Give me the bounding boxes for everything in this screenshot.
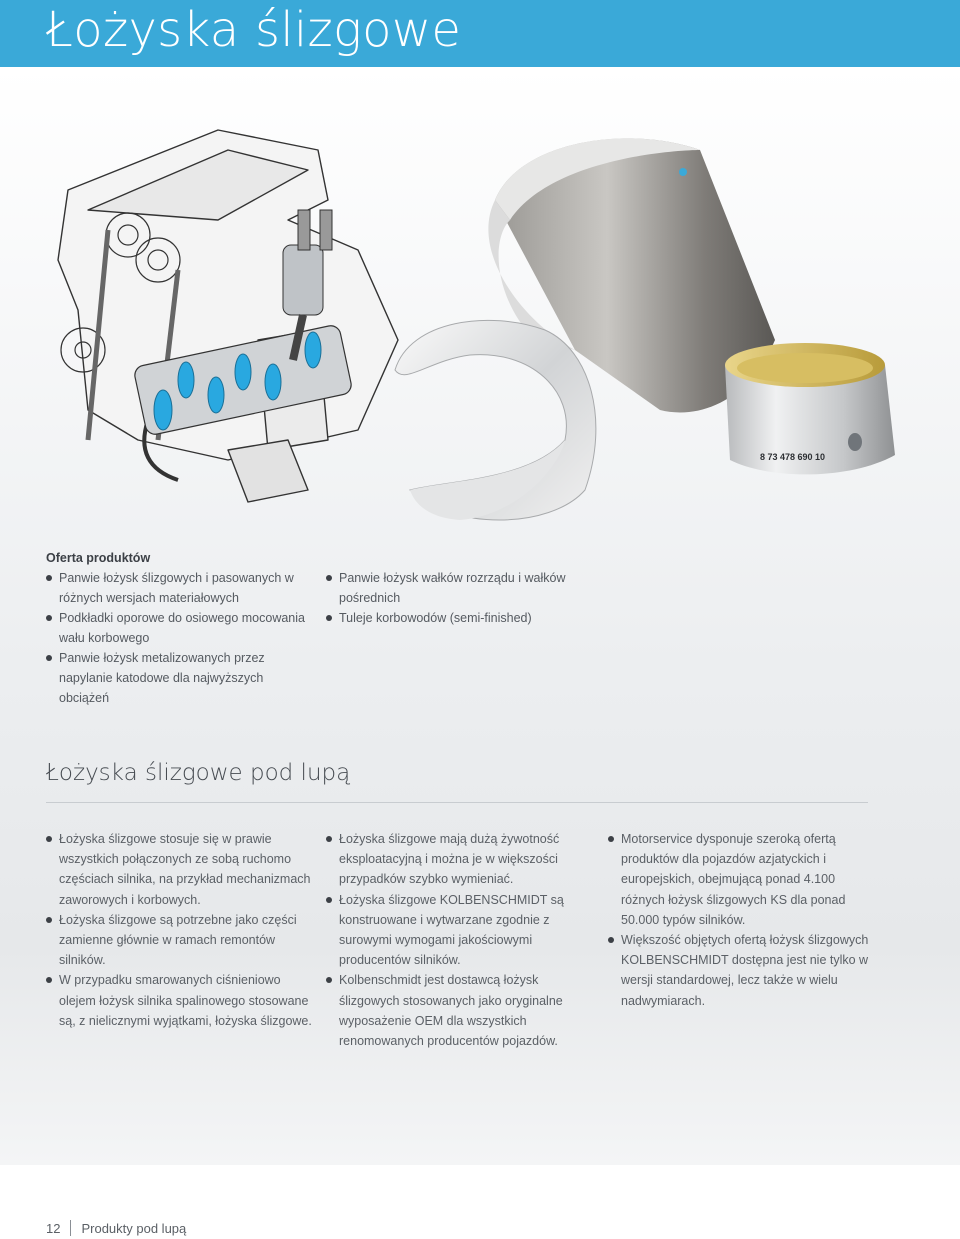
list-item: Łożyska ślizgowe stosuje się w prawie wszystkich połączonych ze sobą ruchomo częściach silnika, na przykład mechanizmach zaworowych i korbowych. — [46, 829, 314, 910]
bushing-marking: 8 73 478 690 10 — [760, 452, 826, 462]
list-item: Większość objętych ofertą łożysk ślizgowych KOLBENSCHMIDT dostępna jest nie tylko w wersji standardowej, lecz także w wielu nadwymiarach. — [608, 930, 876, 1011]
section-title: Łożyska ślizgowe pod lupą — [46, 760, 351, 786]
text-column-3 — [608, 829, 876, 1011]
list-item: Panwie łożysk wałków rozrządu i wałków pośrednich — [326, 568, 596, 608]
page-header — [0, 0, 960, 67]
footer-label: Produkty pod lupą — [81, 1221, 187, 1236]
plain-bearing-shells-photo — [370, 120, 960, 540]
page-title: Łożyska ślizgowe — [46, 2, 462, 58]
footer-separator — [70, 1220, 71, 1236]
engine-cutaway-illustration — [28, 110, 408, 510]
text-column-2 — [326, 829, 594, 1051]
list-item: Łożyska ślizgowe są potrzebne jako części zamienne głównie w ramach remontów silników. — [46, 910, 314, 971]
section-divider — [46, 802, 868, 803]
offer-title: Oferta produktów — [46, 551, 151, 565]
list-item: W przypadku smarowanych ciśnieniowo olejem łożysk silnika spalinowego stosowane są, z nielicznymi wyjątkami, łożyska ślizgowe. — [46, 970, 314, 1031]
list-item: Kolbenschmidt jest dostawcą łożysk ślizgowych stosowanych jako oryginalne wyposażenie OEM dla wszystkich renomowanych producentów pojazdów. — [326, 970, 594, 1051]
page-footer — [46, 1220, 186, 1236]
list-item: Łożyska ślizgowe KOLBENSCHMIDT są konstruowane i wytwarzane zgodnie z surowymi wymogami jakościowymi producentów silników. — [326, 890, 594, 971]
offer-list-left — [46, 568, 316, 708]
list-item: Motorservice dysponuje szeroką ofertą produktów dla pojazdów azjatyckich i europejskich, obejmującą ponad 4.100 różnych łożysk ślizgowych KS dla ponad 50.000 typów silników. — [608, 829, 876, 930]
list-item: Panwie łożysk ślizgowych i pasowanych w różnych wersjach materiałowych — [46, 568, 316, 608]
list-item: Podkładki oporowe do osiowego mocowania wału korbowego — [46, 608, 316, 648]
text-column-1 — [46, 829, 314, 1031]
list-item: Tuleje korbowodów (semi-finished) — [326, 608, 596, 628]
list-item: Panwie łożysk metalizowanych przez napylanie katodowe dla najwyższych obciążeń — [46, 648, 316, 708]
offer-list-right — [326, 568, 596, 628]
page-number: 12 — [46, 1221, 61, 1236]
list-item: Łożyska ślizgowe mają dużą żywotność eksploatacyjną i można je w większości przypadków szybko wymieniać. — [326, 829, 594, 890]
